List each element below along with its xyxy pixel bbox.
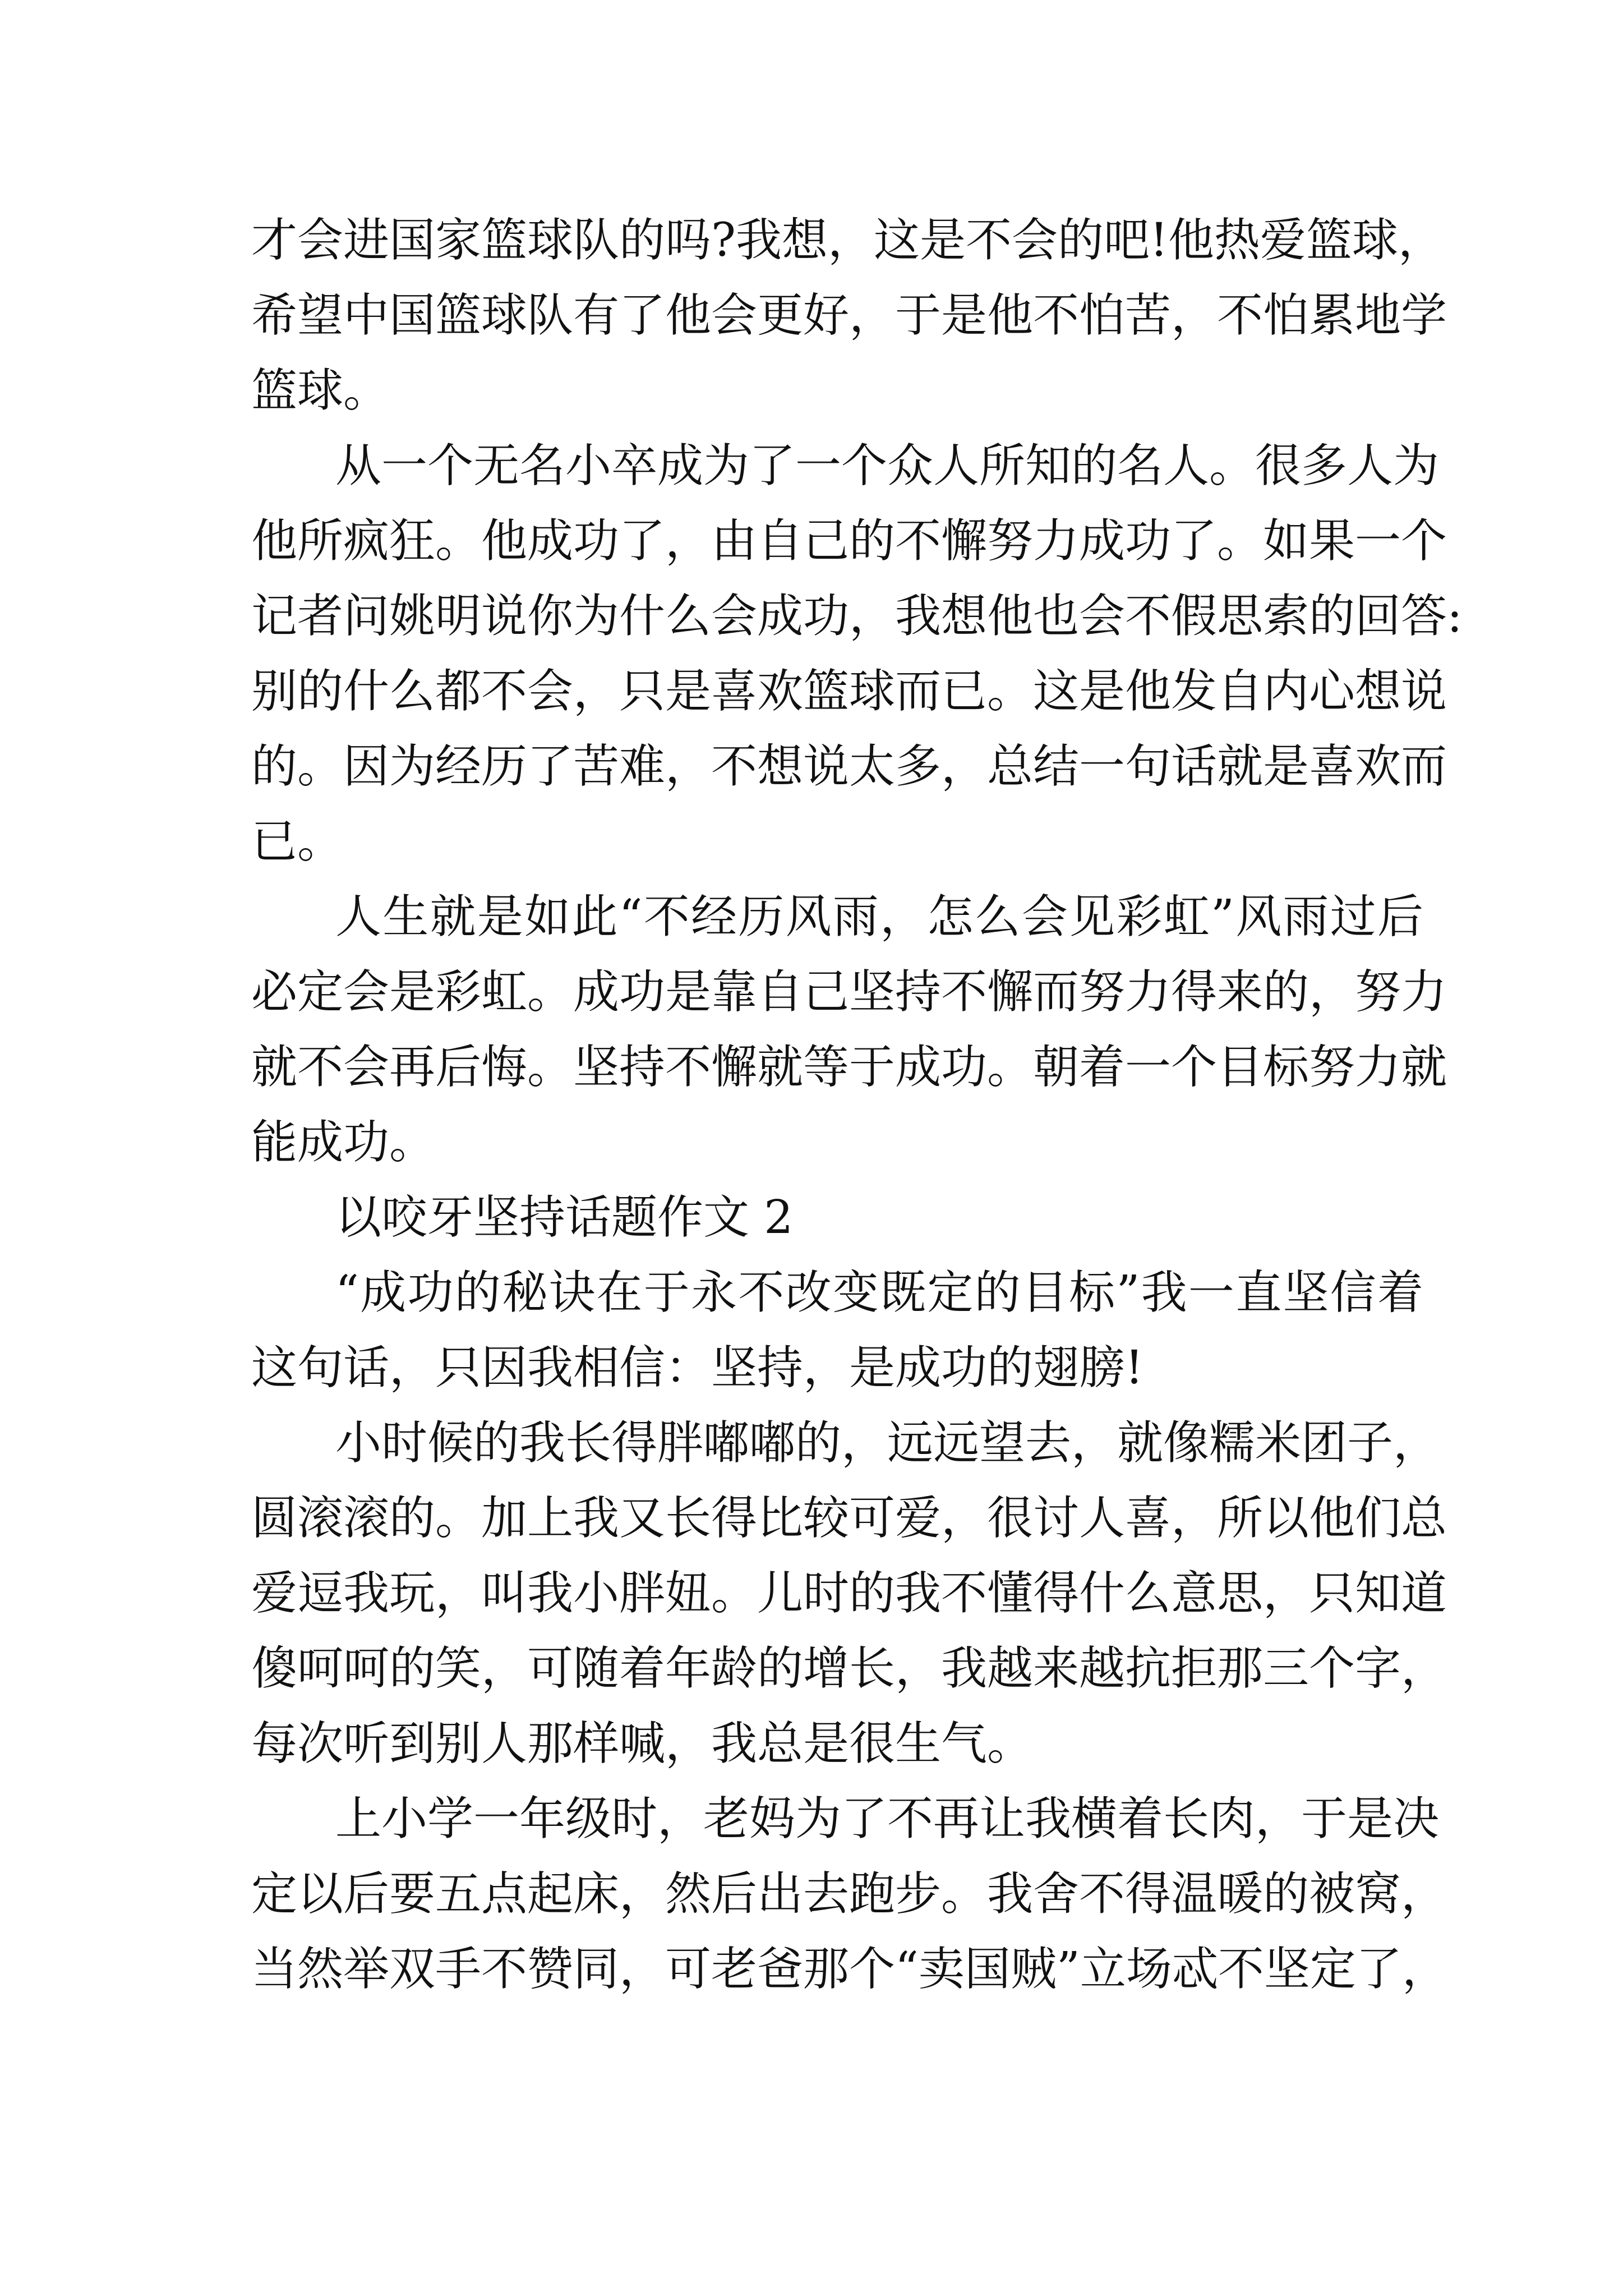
text-line: 希望中国篮球队有了他会更好，于是他不怕苦，不怕累地学 bbox=[251, 289, 1447, 342]
paragraph-first-line: “成功的秘诀在于永不改变既定的目标”我一直坚信着 bbox=[335, 1266, 1423, 1319]
text-line: 圆滚滚的。加上我又长得比较可爱，很讨人喜，所以他们总 bbox=[251, 1492, 1447, 1545]
text-line: 篮球。 bbox=[251, 364, 390, 417]
text-line: 傻呵呵的笑，可随着年龄的增长，我越来越抗拒那三个字， bbox=[251, 1642, 1447, 1695]
text-line: 记者问姚明说你为什么会成功，我想他也会不假思索的回答: bbox=[251, 590, 1463, 643]
text-line: 定以后要五点起床，然后出去跑步。我舍不得温暖的被窝， bbox=[251, 1867, 1447, 1921]
text-line: 能成功。 bbox=[251, 1116, 436, 1169]
text-line: 别的什么都不会，只是喜欢篮球而已。这是他发自内心想说 bbox=[251, 665, 1447, 718]
text-line: 爱逗我玩，叫我小胖妞。儿时的我不懂得什么意思，只知道 bbox=[251, 1567, 1447, 1620]
paragraph-first-line: 上小学一年级时，老妈为了不再让我横着长肉，于是决 bbox=[335, 1792, 1440, 1846]
text-line: 每次听到别人那样喊，我总是很生气。 bbox=[251, 1717, 1034, 1770]
text-line: 就不会再后悔。坚持不懈就等于成功。朝着一个目标努力就 bbox=[251, 1041, 1447, 1094]
text-line: 已。 bbox=[251, 815, 344, 868]
text-line: 必定会是彩虹。成功是靠自己坚持不懈而努力得来的，努力 bbox=[251, 965, 1447, 1019]
text-line: 的。因为经历了苦难，不想说太多，总结一句话就是喜欢而 bbox=[251, 740, 1447, 793]
paragraph-first-line: 从一个无名小卒成为了一个众人所知的名人。很多人为 bbox=[335, 439, 1440, 493]
essay-title: 以咬牙坚持话题作文 2 bbox=[335, 1191, 794, 1244]
text-line: 才会进国家篮球队的吗?我想，这是不会的吧!他热爱篮球， bbox=[251, 214, 1444, 267]
text-line: 这句话，只因我相信：坚持，是成功的翅膀! bbox=[251, 1341, 1144, 1395]
text-line: 当然举双手不赞同，可老爸那个“卖国贼”立场忒不坚定了， bbox=[251, 1943, 1448, 1996]
paragraph-first-line: 小时候的我长得胖嘟嘟的，远远望去，就像糯米团子， bbox=[335, 1416, 1440, 1470]
text-line: 他所疯狂。他成功了，由自己的不懈努力成功了。如果一个 bbox=[251, 514, 1447, 568]
paragraph-first-line: 人生就是如此“不经历风雨，怎么会见彩虹”风雨过后 bbox=[335, 890, 1423, 944]
essay-body bbox=[251, 203, 1463, 2007]
